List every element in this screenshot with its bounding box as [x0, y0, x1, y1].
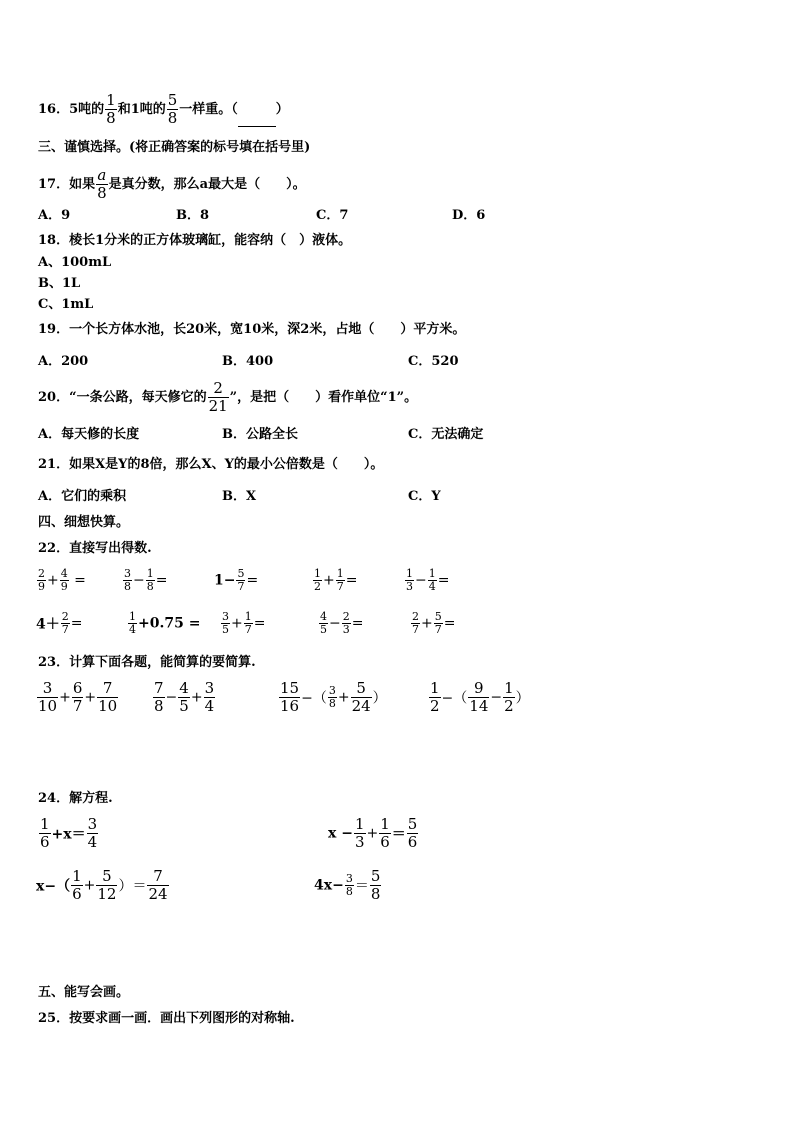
fraction: $\frac{2}{21}$ [208, 379, 228, 415]
oral-calc-4: $\frac{1}{2}$ + $\frac{1}{7}$ = [314, 567, 358, 593]
equation-3: x−（ $\frac{1}{6}$ + $\frac{5}{12}$ ）＝ $\frac{7}{24}$ [36, 867, 168, 903]
section-4-heading: 四、细想快算。 [38, 515, 130, 530]
oral-calc-1: $\frac{2}{9}$ + $\frac{4}{9}$ = [38, 567, 86, 593]
option-b[interactable]: B．X [222, 489, 257, 504]
oral-calc-2: $\frac{3}{8}$ − $\frac{1}{8}$ = [124, 567, 168, 593]
fraction: $\frac{5}{8}$ [167, 91, 178, 127]
question-16: 16．5吨的 $\frac{1}{8}$ 和1吨的 $\frac{5}{8}$ 一样重。（ ） [38, 91, 289, 127]
calc-expression-3: $\frac{15}{16}$ −（ $\frac{3}{8}$ + $\frac{5}{24}$ ） [280, 679, 387, 715]
calc-expression-4: $\frac{1}{2}$ −（ $\frac{9}{14}$ − $\frac{1}{2}$ ） [430, 679, 530, 715]
question-20: 20．“一条公路，每天修它的 $\frac{2}{21}$ ”，是把（ ）看作单位“1”。 [38, 379, 418, 415]
option-d[interactable]: D．6 [452, 208, 486, 223]
oral-calc-8: $\frac{3}{5}$ + $\frac{1}{7}$ = [222, 610, 266, 636]
equation-4: 4x− $\frac{3}{8}$ ＝ $\frac{5}{8}$ [314, 867, 381, 903]
oral-calc-5: $\frac{1}{3}$ − $\frac{1}{4}$ = [406, 567, 450, 593]
fraction: $\frac{a}{8}$ [97, 166, 107, 202]
question-22-title: 22．直接写出得数. [38, 541, 152, 556]
question-21: 21．如果X是Y的8倍，那么X、Y的最小公倍数是（ ）。 [38, 457, 384, 472]
oral-calc-7: $\frac{1}{4}$ +0.75 = [129, 610, 201, 636]
option-a[interactable]: A．9 [38, 208, 71, 223]
answer-blank[interactable] [238, 112, 276, 127]
equation-2: x − $\frac{1}{3}$ + $\frac{1}{6}$ ＝ $\frac{5}{6}$ [328, 815, 418, 851]
question-number: 16． [38, 102, 70, 117]
fraction: $\frac{1}{8}$ [106, 91, 116, 127]
option-b[interactable]: B．公路全长 [222, 427, 298, 442]
oral-calc-10: $\frac{2}{7}$ + $\frac{5}{7}$ = [412, 610, 456, 636]
option-c[interactable]: C．520 [408, 354, 459, 369]
option-b[interactable]: B．400 [222, 354, 274, 369]
option-c[interactable]: C．7 [316, 208, 349, 223]
oral-calc-6: 4＋ $\frac{2}{7}$ = [36, 610, 83, 636]
question-19: 19．一个长方体水池，长20米，宽10米，深2米，占地（ ）平方米。 [38, 322, 466, 337]
section-5-heading: 五、能写会画。 [38, 985, 130, 1000]
option-a[interactable]: A．200 [38, 354, 89, 369]
option-c[interactable]: C．Y [408, 489, 441, 504]
calc-expression-2: $\frac{7}{8}$ − $\frac{4}{5}$ + $\frac{3}{4}$ [154, 679, 215, 715]
oral-calc-3: 1− $\frac{5}{7}$ = [214, 567, 259, 593]
calc-expression-1: $\frac{3}{10}$ + $\frac{6}{7}$ + $\frac{7}{10}$ [38, 679, 118, 715]
option-b[interactable]: B、1L [38, 276, 81, 291]
option-a[interactable]: A．它们的乘积 [38, 489, 127, 504]
option-c[interactable]: C．无法确定 [408, 427, 484, 442]
oral-calc-9: $\frac{4}{5}$ − $\frac{2}{3}$ = [320, 610, 364, 636]
question-23-title: 23．计算下面各题，能简算的要简算. [38, 655, 256, 670]
option-c[interactable]: C、1mL [38, 297, 94, 312]
question-25: 25．按要求画一画．画出下列图形的对称轴. [38, 1011, 295, 1026]
option-a[interactable]: A．每天修的长度 [38, 427, 140, 442]
question-24-title: 24．解方程. [38, 791, 113, 806]
option-a[interactable]: A、100mL [38, 255, 112, 270]
equation-1: $\frac{1}{6}$ +x＝ $\frac{3}{4}$ [40, 815, 98, 851]
question-18: 18．棱长1分米的正方体玻璃缸，能容纳（ ）液体。 [38, 233, 352, 248]
question-17: 17．如果 $\frac{a}{8}$ 是真分数，那么a最大是（ ）。 [38, 166, 306, 202]
section-3-heading: 三、谨慎选择。(将正确答案的标号填在括号里) [38, 140, 311, 155]
option-b[interactable]: B．8 [176, 208, 210, 223]
